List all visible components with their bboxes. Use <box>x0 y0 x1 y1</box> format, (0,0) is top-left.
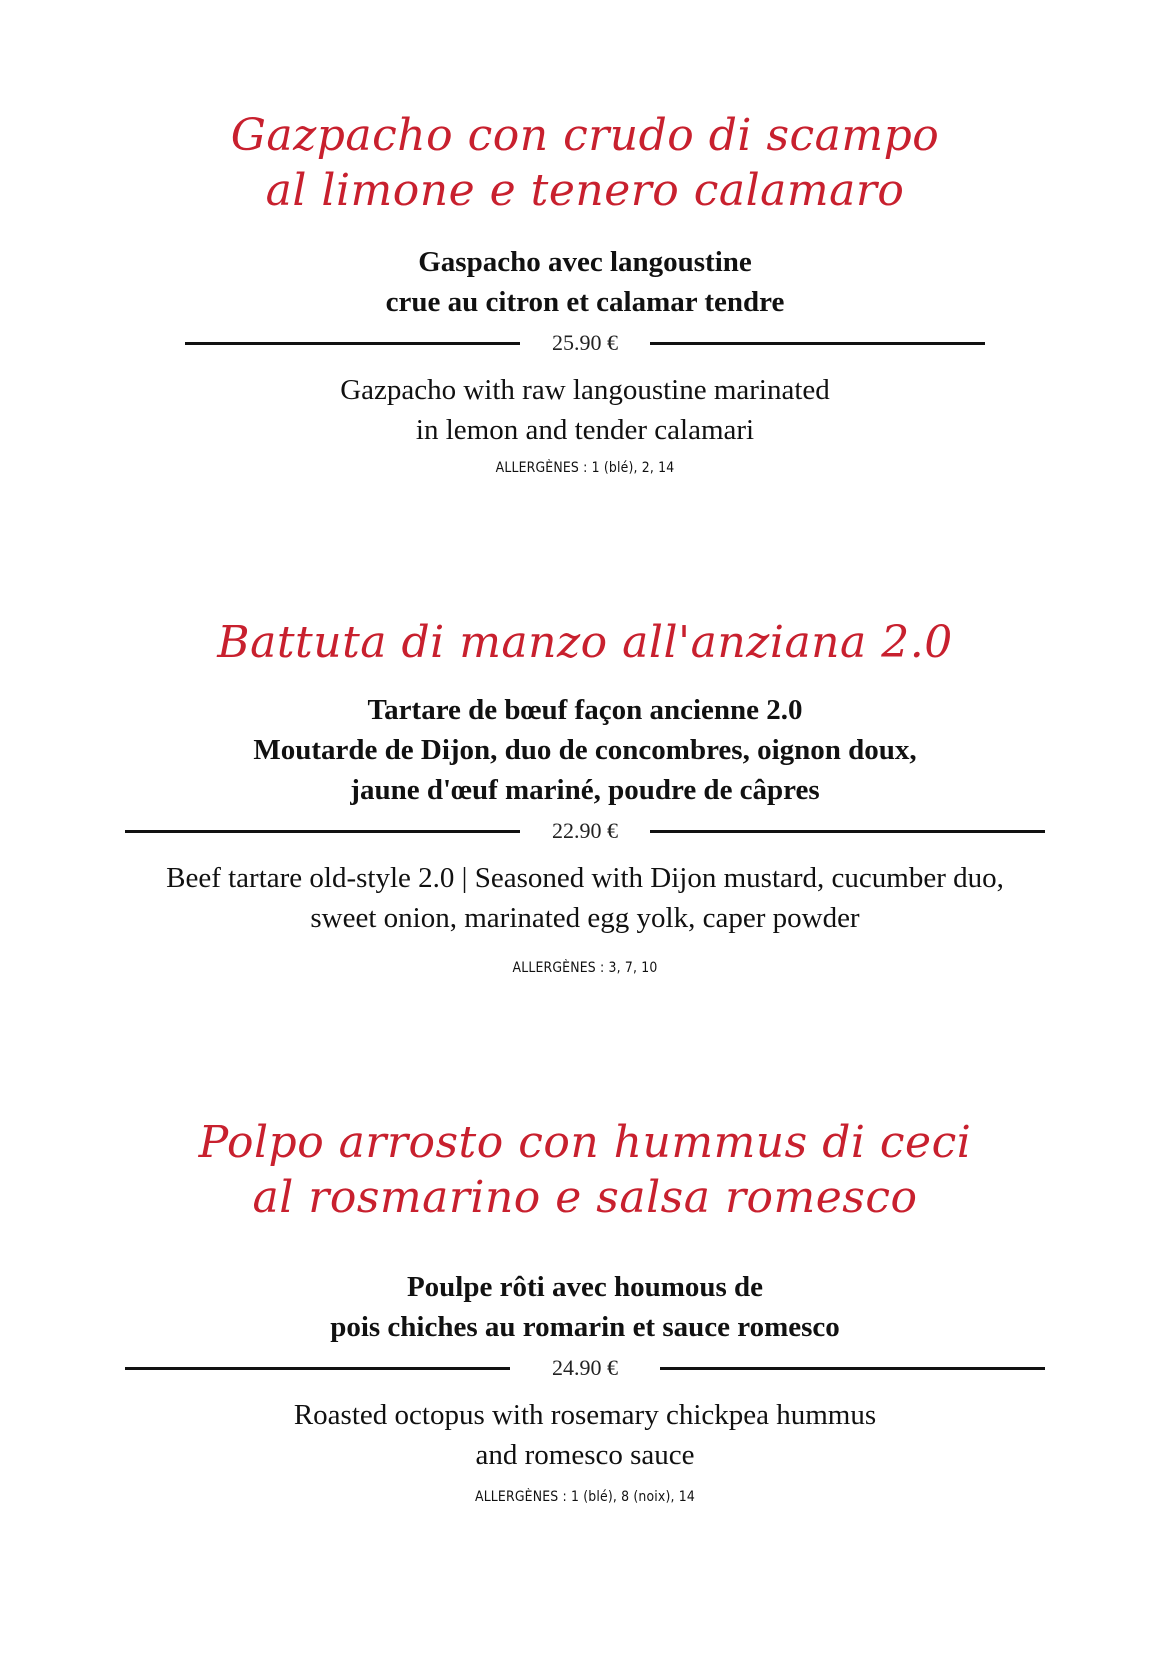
french-title-line: Tartare de bœuf façon ancienne 2.0 <box>367 694 803 726</box>
french-title-line: pois chiches au romarin et sauce romesco <box>330 1311 840 1343</box>
italian-title-line: Polpo arrosto con hummus di ceci <box>198 1117 972 1168</box>
allergens: ALLERGÈNES : 1 (blé), 8 (noix), 14 <box>474 1489 696 1505</box>
french-title-line: Gaspacho avec langoustine <box>418 246 752 278</box>
italian-title-line: Gazpacho con crudo di scampo <box>230 110 940 161</box>
price: 25.90 € <box>552 330 618 355</box>
english-line: Gazpacho with raw langoustine marinated <box>340 374 830 406</box>
french-title-line: crue au citron et calamar tendre <box>385 286 785 318</box>
dish-battuta <box>0 615 1170 976</box>
french-title-line: Moutarde de Dijon, duo de concombres, oignon doux, <box>253 734 917 766</box>
dish-italian-title <box>0 615 1170 670</box>
english-line: Beef tartare old-style 2.0 | Seasoned with Dijon mustard, cucumber duo, <box>166 862 1004 894</box>
price: 24.90 € <box>552 1355 618 1380</box>
english-line: in lemon and tender calamari <box>415 414 755 446</box>
dish-italian-title <box>0 108 1170 218</box>
price-row <box>125 816 1045 848</box>
dish-english-description <box>0 858 1170 938</box>
dish-polpo <box>0 1115 1170 1505</box>
english-line: Roasted octopus with rosemary chickpea hummus <box>293 1399 877 1431</box>
dish-gazpacho <box>0 108 1170 476</box>
divider-right <box>650 342 985 345</box>
french-title-line: Poulpe rôti avec houmous de <box>406 1271 764 1303</box>
allergens: ALLERGÈNES : 3, 7, 10 <box>512 960 658 976</box>
english-line: and romesco sauce <box>475 1439 695 1471</box>
italian-title-line: al rosmarino e salsa romesco <box>252 1172 918 1223</box>
price-row <box>185 328 985 360</box>
dish-french-title <box>0 690 1170 810</box>
dish-english-description <box>0 370 1170 450</box>
price-row <box>125 1353 1045 1385</box>
english-line: sweet onion, marinated egg yolk, caper powder <box>310 902 860 934</box>
divider-right <box>660 1367 1045 1370</box>
dish-french-title <box>0 242 1170 322</box>
italian-title-line: Battuta di manzo all'anziana 2.0 <box>217 617 953 668</box>
dish-french-title <box>0 1267 1170 1347</box>
allergens: ALLERGÈNES : 1 (blé), 2, 14 <box>495 460 675 476</box>
italian-title-line: al limone e tenero calamaro <box>265 165 905 216</box>
dish-english-description <box>0 1395 1170 1475</box>
divider-right <box>650 830 1045 833</box>
french-title-line: jaune d'œuf mariné, poudre de câpres <box>350 774 820 806</box>
price: 22.90 € <box>552 818 618 843</box>
dish-italian-title <box>0 1115 1170 1225</box>
